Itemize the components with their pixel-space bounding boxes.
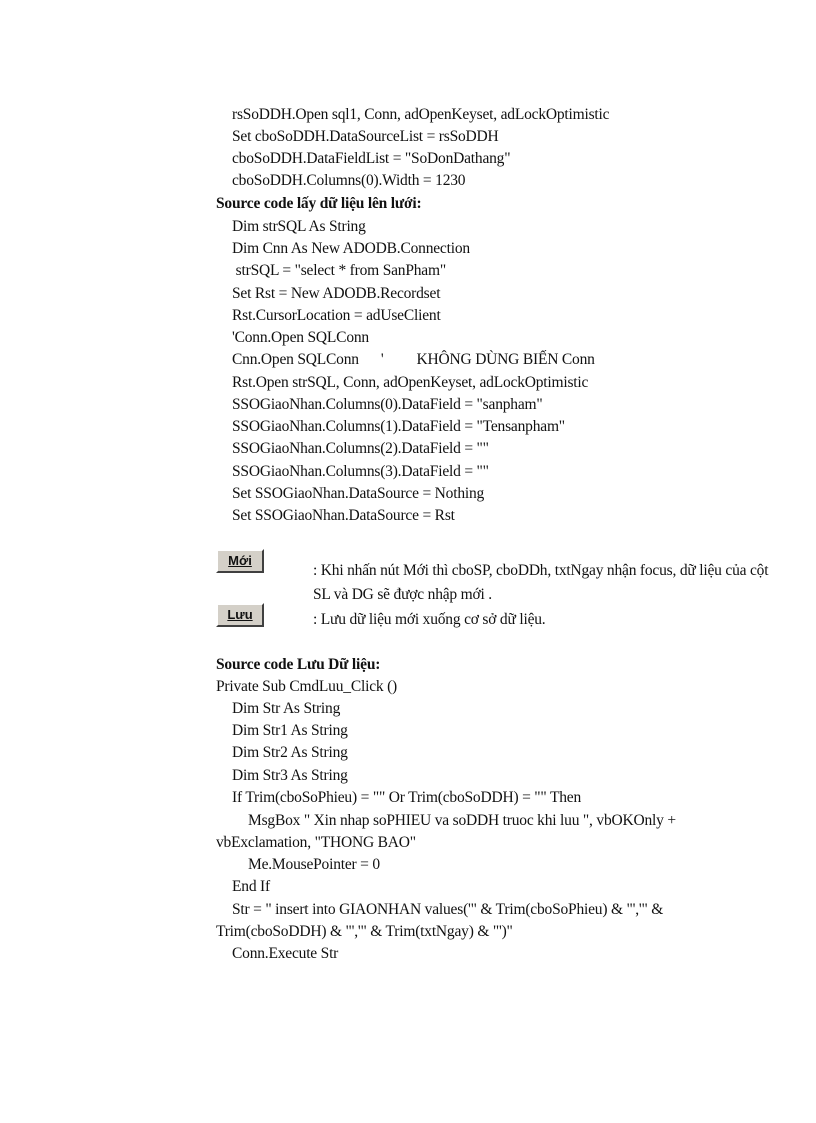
- code-line: SSOGiaoNhan.Columns(0).DataField = "sanpham": [232, 396, 543, 413]
- save-button[interactable]: Lưu: [216, 603, 264, 627]
- code-line: Set SSOGiaoNhan.DataSource = Nothing: [232, 485, 485, 502]
- code-line: Private Sub CmdLuu_Click (): [216, 678, 398, 695]
- code-line: Set Rst = New ADODB.Recordset: [232, 285, 441, 302]
- new-button-description: : Khi nhấn nút Mới thì cboSP, cboDDh, txtNgay nhận focus, dữ liệu của cột SL và DG sẽ được nhập mới .: [313, 562, 769, 603]
- code-line: Dim strSQL As String: [232, 218, 366, 235]
- code-line: cboSoDDH.Columns(0).Width = 1230: [232, 172, 466, 189]
- section-heading-grid: Source code lấy dữ liệu lên lưới:: [216, 195, 422, 212]
- section-heading-save: Source code Lưu Dữ liệu:: [216, 656, 381, 673]
- code-line: Dim Str2 As String: [232, 744, 348, 761]
- code-line: If Trim(cboSoPhieu) = "" Or Trim(cboSoDDH) = "" Then: [232, 789, 582, 806]
- new-button[interactable]: Mới: [216, 549, 264, 573]
- code-line: strSQL = "select * from SanPham": [232, 262, 446, 279]
- code-line: SSOGiaoNhan.Columns(1).DataField = "Tensanpham": [232, 418, 565, 435]
- code-line: SSOGiaoNhan.Columns(2).DataField = "": [232, 440, 489, 457]
- code-line: Dim Str As String: [232, 700, 341, 717]
- code-line: 'Conn.Open SQLConn: [232, 329, 369, 346]
- code-line: End If: [232, 878, 270, 895]
- code-line: Set cboSoDDH.DataSourceList = rsSoDDH: [232, 128, 499, 145]
- code-line: Dim Str3 As String: [232, 767, 348, 784]
- code-line: MsgBox " Xin nhap soPHIEU va soDDH truoc khi luu ", vbOKOnly +: [248, 812, 676, 829]
- code-line: Me.MousePointer = 0: [248, 856, 380, 873]
- code-line: Dim Str1 As String: [232, 722, 348, 739]
- code-line: Dim Cnn As New ADODB.Connection: [232, 240, 470, 257]
- code-line: rsSoDDH.Open sql1, Conn, adOpenKeyset, adLockOptimistic: [232, 106, 610, 123]
- code-line: cboSoDDH.DataFieldList = "SoDonDathang": [232, 150, 511, 167]
- code-line: Rst.Open strSQL, Conn, adOpenKeyset, adLockOptimistic: [232, 374, 589, 391]
- code-line: Conn.Execute Str: [232, 945, 339, 962]
- code-line: Cnn.Open SQLConn ' KHÔNG DÙNG BIẾN Conn: [232, 351, 595, 368]
- code-line: vbExclamation, "THONG BAO": [216, 834, 416, 851]
- save-button-description: : Lưu dữ liệu mới xuống cơ sở dữ liệu.: [313, 611, 546, 628]
- code-line: Set SSOGiaoNhan.DataSource = Rst: [232, 507, 455, 524]
- code-line: Str = " insert into GIAONHAN values('" & Trim(cboSoPhieu) & "','" &: [232, 901, 664, 918]
- code-line: SSOGiaoNhan.Columns(3).DataField = "": [232, 463, 489, 480]
- code-line: Trim(cboSoDDH) & "','" & Trim(txtNgay) & "')": [216, 923, 513, 940]
- code-line: Rst.CursorLocation = adUseClient: [232, 307, 441, 324]
